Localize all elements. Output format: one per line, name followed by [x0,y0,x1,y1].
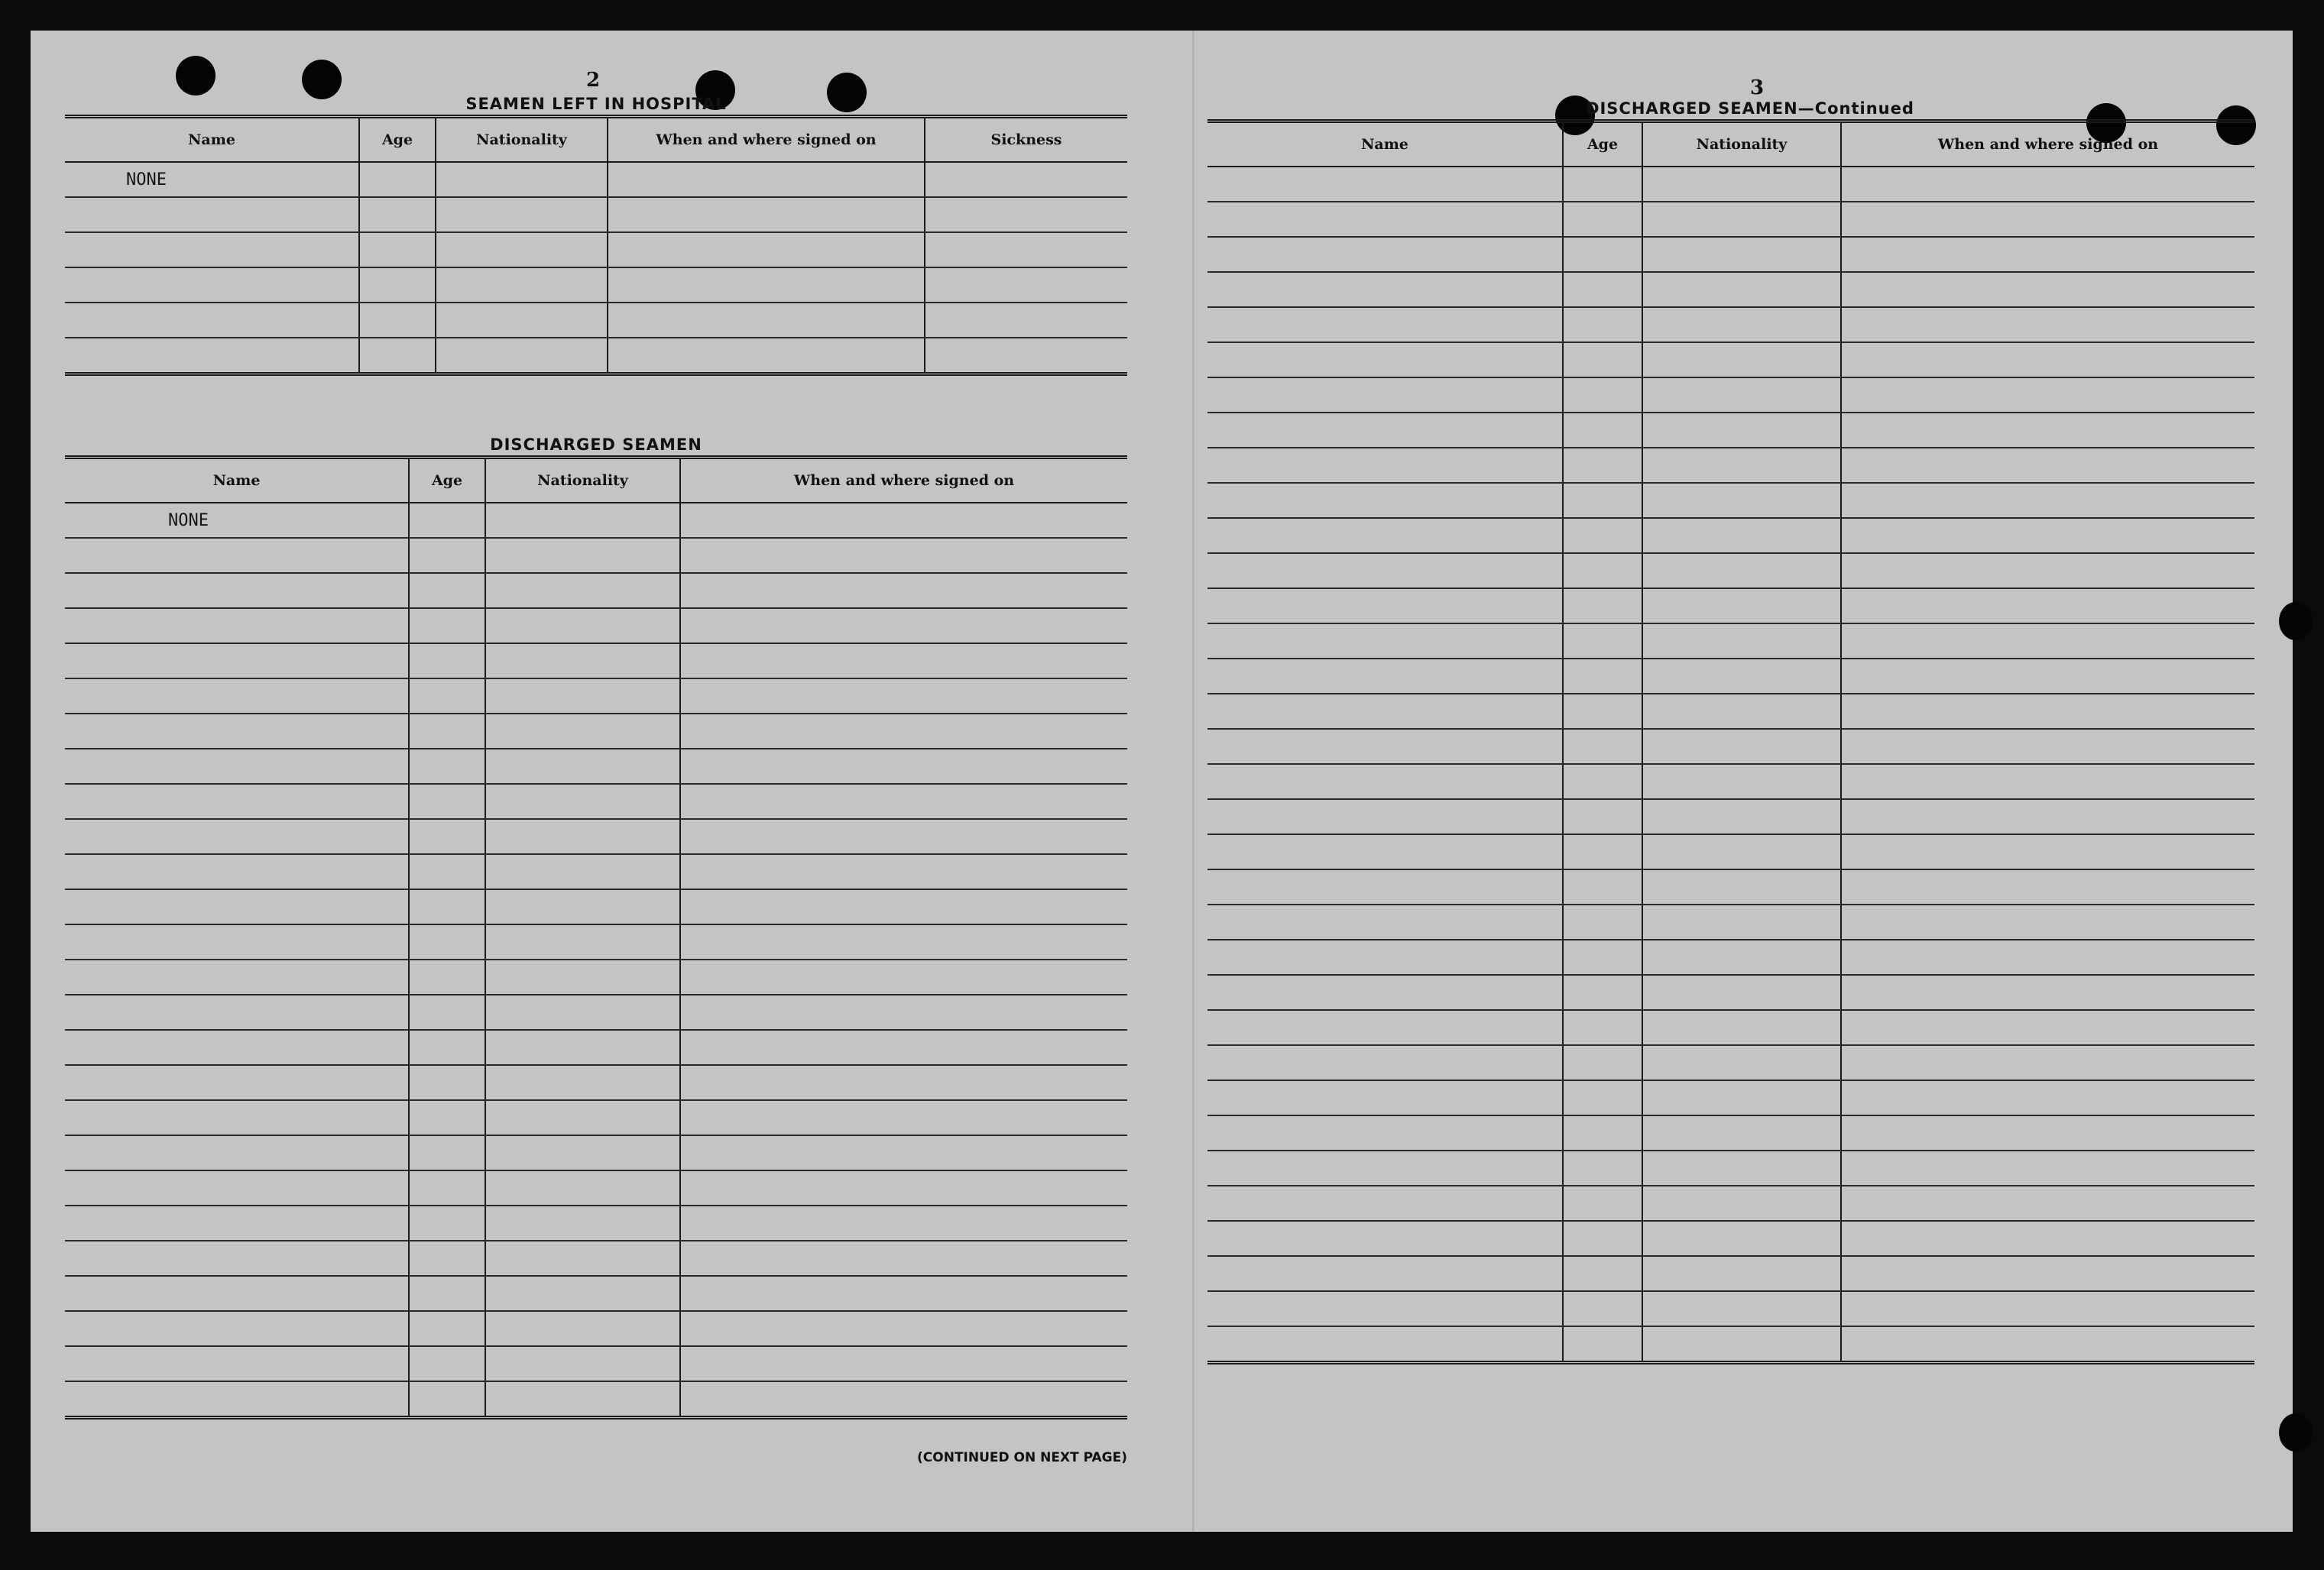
table-row [65,1100,1127,1135]
discharged-table [65,455,1127,1419]
table-row [1207,167,2254,202]
table-row [65,1381,1127,1418]
page-number: 2 [586,69,601,92]
table-row [1207,202,2254,237]
table-row [1207,518,2254,553]
discharged-section-title: DISCHARGED SEAMEN [490,435,702,454]
table-row [1207,940,2254,975]
table-row [65,503,1127,538]
table-row [1207,1221,2254,1256]
table-row [65,1206,1127,1241]
table-row [1207,553,2254,588]
table-row [65,1170,1127,1206]
col-name: Name [65,117,359,163]
table-row [1207,1115,2254,1151]
table-row [1207,659,2254,694]
hospital-section-title: SEAMEN LEFT IN HOSPITAL [465,95,727,113]
table-row [65,338,1127,374]
table-row [1207,1326,2254,1363]
table-row [65,819,1127,854]
hospital-rows [65,162,1127,374]
table-row [65,232,1127,267]
table-row [65,1135,1127,1170]
table-row [65,995,1127,1030]
table-row [1207,1291,2254,1326]
table-row [1207,764,2254,799]
continued-note: (CONTINUED ON NEXT PAGE) [917,1450,1127,1465]
table-row [1207,1256,2254,1291]
table-row [1207,1186,2254,1221]
table-row [65,889,1127,924]
table-row [1207,342,2254,377]
table-row [65,924,1127,960]
discharged-rows [65,503,1127,1418]
table-row [65,162,1127,197]
table-row [65,960,1127,995]
table-row [1207,1080,2254,1115]
table-row [1207,588,2254,623]
col-age: Age [1563,121,1642,167]
table-row [65,854,1127,889]
col-name: Name [1207,121,1563,167]
table-row [1207,307,2254,342]
table-row [65,197,1127,232]
table-row [1207,905,2254,940]
table-row [65,784,1127,819]
document-sheet [31,31,2293,1532]
table-row [65,538,1127,573]
table-row [65,573,1127,608]
table-row [1207,869,2254,905]
table-row [65,714,1127,749]
table-row [1207,623,2254,659]
table-row [65,1030,1127,1065]
col-age: Age [409,458,485,503]
table-row [65,608,1127,643]
table-row [65,749,1127,784]
table-row [65,303,1127,338]
table-row [65,1311,1127,1346]
discharged-continued-table [1207,119,2254,1364]
col-age: Age [359,117,436,163]
table-row [1207,272,2254,307]
col-name: Name [65,458,409,503]
discharged-continued-rows [1207,167,2254,1363]
table-row [65,678,1127,714]
table-row [1207,448,2254,483]
table-row [65,267,1127,303]
table-row [1207,975,2254,1010]
punch-hole [302,60,342,99]
page-number: 3 [1750,76,1765,99]
discharged-continued-title: DISCHARGED SEAMEN—Continued [1586,99,1914,118]
table-row [1207,413,2254,448]
col-nationality: Nationality [436,117,608,163]
table-row [65,1065,1127,1100]
col-sickness: Sickness [925,117,1127,163]
punch-hole [2279,602,2313,640]
name-cell: NONE [65,503,409,538]
table-row [1207,799,2254,834]
punch-hole [176,56,216,95]
table-row [1207,1045,2254,1080]
col-nationality: Nationality [485,458,680,503]
col-nationality: Nationality [1642,121,1841,167]
page-fold [1192,31,1194,1532]
punch-hole [2279,1413,2313,1452]
table-row [1207,1010,2254,1045]
table-row [1207,694,2254,729]
table-row [65,1276,1127,1311]
table-row [1207,729,2254,764]
table-row [1207,834,2254,869]
table-row [1207,237,2254,272]
col-signed-on: When and where signed on [1841,121,2254,167]
hospital-table [65,115,1127,376]
table-row [65,643,1127,678]
table-row [1207,377,2254,413]
col-signed-on: When and where signed on [608,117,925,163]
table-row [1207,483,2254,518]
table-row [1207,1151,2254,1186]
table-row [65,1241,1127,1276]
name-cell: NONE [65,162,359,197]
col-signed-on: When and where signed on [680,458,1127,503]
table-row [65,1346,1127,1381]
